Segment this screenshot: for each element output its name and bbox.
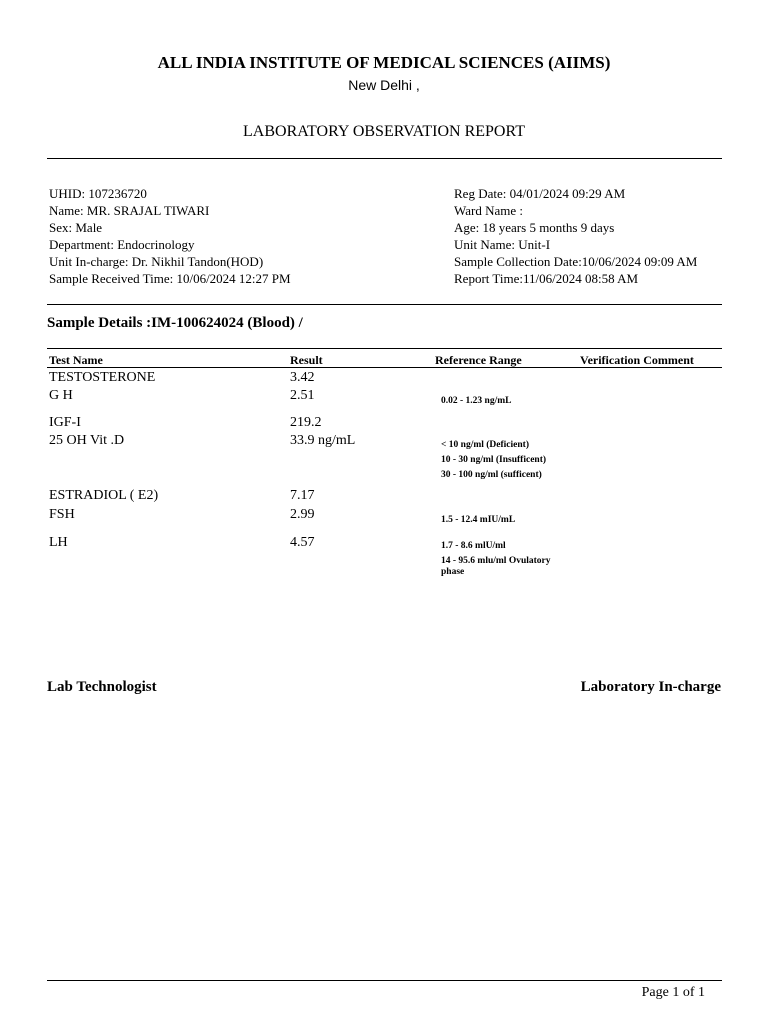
lab-technologist-label: Lab Technologist [47,679,157,695]
reference-lh-1: 1.7 - 8.6 mlU/ml [441,541,506,551]
test-name-fsh: FSH [49,507,75,522]
table-top-rule [47,348,722,349]
test-name-testosterone: TESTOSTERONE [49,370,156,385]
sample-collection-date: Sample Collection Date:10/06/2024 09:09 AM [454,254,698,269]
result-fsh: 2.99 [290,507,315,522]
reference-lh-2: 14 - 95.6 mlu/ml Ovulatory [441,556,551,566]
col-header-test-name: Test Name [49,353,103,367]
result-testosterone: 3.42 [290,370,315,385]
laboratory-incharge-label: Laboratory In-charge [580,679,721,695]
test-name-lh: LH [49,535,68,550]
institute-name: ALL INDIA INSTITUTE OF MEDICAL SCIENCES (AIIMS) [157,53,611,72]
result-lh: 4.57 [290,535,315,550]
patient-age: Age: 18 years 5 months 9 days [454,220,615,235]
header-divider [47,158,722,159]
patient-name: Name: MR. SRAJAL TIWARI [49,203,210,218]
ward-name: Ward Name : [454,203,523,218]
test-name-vitd: 25 OH Vit .D [49,433,125,448]
report-time: Report Time:11/06/2024 08:58 AM [454,271,639,286]
uhid: UHID: 107236720 [49,186,147,201]
department: Department: Endocrinology [49,237,195,252]
result-gh: 2.51 [290,388,315,403]
reg-date: Reg Date: 04/01/2024 09:29 AM [454,186,626,201]
col-header-reference-range: Reference Range [435,353,522,367]
col-header-result: Result [290,353,323,367]
sample-details: Sample Details :IM-100624024 (Blood) / [47,315,303,331]
unit-name: Unit Name: Unit-I [454,237,551,252]
result-estradiol: 7.17 [290,488,315,503]
sample-received-time: Sample Received Time: 10/06/2024 12:27 PM [49,271,291,286]
table-header-rule [47,367,722,368]
test-name-estradiol: ESTRADIOL ( E2) [49,488,159,503]
info-divider [47,304,722,305]
col-header-verification-comment: Verification Comment [580,353,694,367]
reference-fsh: 1.5 - 12.4 mIU/mL [441,515,516,525]
reference-vitd-deficient: < 10 ng/ml (Deficient) [441,440,529,450]
test-name-igf: IGF-I [49,415,81,430]
patient-sex: Sex: Male [49,220,103,235]
test-name-gh: G H [49,388,73,403]
reference-vitd-sufficient: 30 - 100 ng/ml (sufficent) [441,470,542,480]
footer-divider [47,980,722,981]
report-title: LABORATORY OBSERVATION REPORT [243,123,525,140]
reference-lh-3: phase [441,567,465,577]
result-igf: 219.2 [290,415,322,430]
institute-city: New Delhi , [348,77,420,93]
unit-incharge: Unit In-charge: Dr. Nikhil Tandon(HOD) [49,254,264,269]
result-vitd: 33.9 ng/mL [290,433,356,448]
page-number: Page 1 of 1 [641,985,705,1000]
reference-vitd-insufficient: 10 - 30 ng/ml (Insufficent) [441,455,547,465]
reference-gh: 0.02 - 1.23 ng/mL [441,396,512,406]
